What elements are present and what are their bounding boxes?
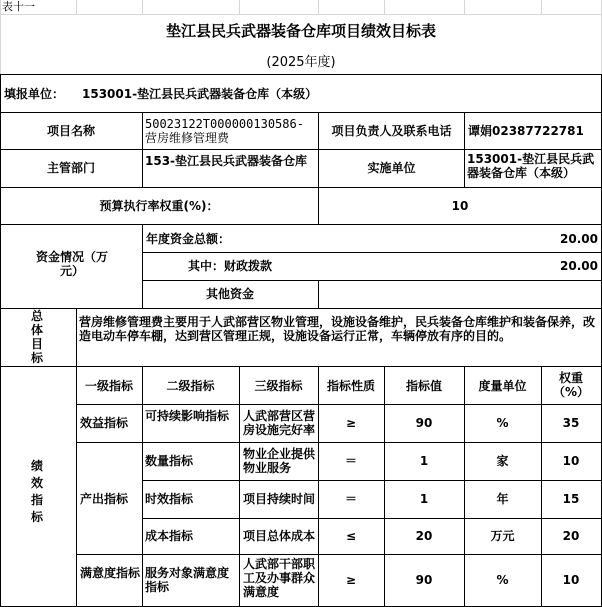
- row1-value: 90: [415, 416, 433, 430]
- level1-output: 产出指标: [80, 492, 129, 506]
- row3-nature: ＝: [344, 492, 357, 506]
- project-name-value: 50023122T000000130586-营房维修管理费: [145, 117, 304, 145]
- row3-weight: 15: [562, 492, 580, 506]
- dept-label: 主管部门: [46, 161, 95, 175]
- row2-level3: 物业企业提供物业服务: [243, 447, 316, 475]
- row4-weight: 20: [562, 529, 580, 543]
- row5-level3: 人武部干部职工及办事群众满意度: [243, 557, 316, 599]
- unit-label: 填报单位：: [4, 87, 65, 101]
- goal-label: 总体目标: [30, 309, 43, 365]
- impl-label: 实施单位: [367, 161, 416, 175]
- row3-level3: 项目持续时间: [243, 492, 316, 506]
- page-title: 垫江县民兵武器装备仓库项目绩效目标表: [165, 22, 436, 40]
- row4-level3: 项目总体成本: [243, 529, 316, 543]
- project-name-label: 项目名称: [46, 124, 95, 138]
- page-year: (2025年度): [266, 55, 336, 70]
- row1-nature: ≥: [345, 416, 357, 430]
- funds-total-label: 年度资金总额：: [146, 232, 231, 246]
- row1-unit: %: [496, 416, 509, 430]
- row4-level2: 成本指标: [145, 529, 194, 543]
- header-weight: 权重（%）: [552, 371, 590, 399]
- row5-value: 90: [415, 573, 433, 587]
- sheet-label: 表十一: [2, 0, 35, 13]
- header-level1: 一级指标: [84, 379, 133, 393]
- header-unit: 度量单位: [478, 379, 527, 393]
- row1-level3: 人武部营区营房设施完好率: [243, 409, 316, 437]
- level1-benefit: 效益指标: [80, 416, 129, 430]
- row5-nature: ≥: [345, 573, 357, 587]
- row5-weight: 10: [562, 573, 580, 587]
- budget-weight-value: 10: [451, 199, 469, 213]
- row4-nature: ≤: [345, 529, 357, 543]
- header-level2: 二级指标: [166, 379, 215, 393]
- row2-nature: ＝: [344, 454, 357, 468]
- row2-level2: 数量指标: [145, 454, 194, 468]
- row3-unit: 年: [496, 492, 509, 506]
- owner-value: 谭娟02387722781: [468, 124, 584, 138]
- funds-fiscal-label: 其中：财政拨款: [187, 259, 272, 273]
- row3-value: 1: [419, 492, 429, 506]
- header-value: 指标值: [405, 379, 442, 393]
- header-level3: 三级指标: [254, 379, 303, 393]
- row2-unit: 家: [496, 454, 509, 468]
- row4-value: 20: [415, 529, 433, 543]
- level1-satisfaction: 满意度指标: [80, 566, 141, 580]
- row2-value: 1: [419, 454, 429, 468]
- funds-total-value: 20.00: [560, 232, 598, 246]
- impl-value: 153001-垫江县民兵武器装备仓库（本级）: [467, 152, 595, 180]
- funds-other-label: 其他资金: [205, 287, 254, 301]
- row1-weight: 35: [562, 416, 580, 430]
- row5-level2: 服务对象满意度指标: [145, 566, 230, 594]
- row1-level2: 可持续影响指标: [145, 409, 230, 423]
- row5-unit: %: [496, 573, 509, 587]
- funds-label: 资金情况（万元）: [36, 250, 109, 278]
- funds-fiscal-value: 20.00: [560, 259, 598, 273]
- row3-level2: 时效指标: [145, 492, 194, 506]
- perf-label: 绩效指标: [30, 459, 43, 524]
- row4-unit: 万元: [490, 529, 515, 543]
- header-nature: 指标性质: [326, 379, 375, 393]
- dept-value: 153-垫江县民兵武器装备仓库: [145, 154, 308, 168]
- budget-weight-label: 预算执行率权重(%)：: [99, 199, 219, 213]
- unit-value: 153001-垫江县民兵武器装备仓库（本级）: [82, 87, 318, 101]
- row2-weight: 10: [562, 454, 580, 468]
- goal-text: 营房维修管理费主要用于人武部营区物业管理，设施设备维护，民兵装备仓库维护和装备保养，改造电动车停车棚，达到营区管理正规，设施设备运行正常，车辆停放有序的目的。: [79, 315, 596, 343]
- owner-label: 项目负责人及联系电话: [331, 124, 452, 138]
